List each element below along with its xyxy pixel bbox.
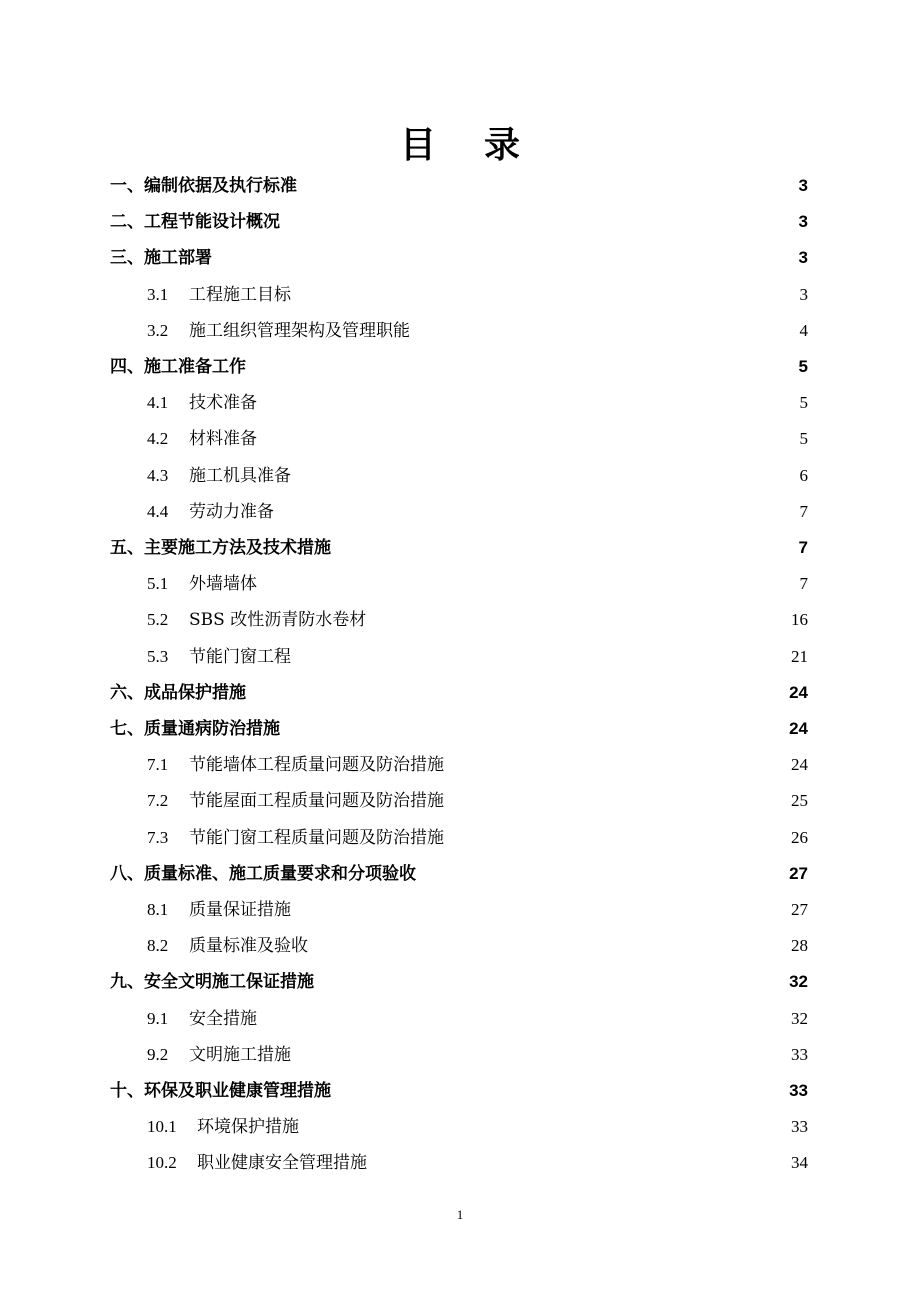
toc-entry-label: 质量标准及验收: [189, 936, 308, 957]
toc-subsection-entry[interactable]: [0, 1001, 920, 1037]
toc-subsection-entry[interactable]: [0, 313, 920, 349]
toc-entry-label: 质量保证措施: [189, 900, 291, 920]
toc-entry-label: 节能屋面工程质量问题及防治措施: [189, 791, 444, 812]
toc-entry-number: 7.2: [147, 791, 169, 811]
toc-entry-label: SBS 改性沥青防水卷材: [189, 610, 367, 631]
toc-entry-label: 节能门窗工程质量问题及防治措施: [189, 827, 444, 848]
toc-entry-number: 8.1: [147, 900, 169, 919]
toc-entry-number: 5.3: [147, 646, 169, 666]
toc-entry-number: 9.1: [147, 1008, 169, 1028]
toc-entry-label: 四、施工准备工作: [110, 357, 246, 377]
toc-subsection-entry[interactable]: [0, 494, 920, 530]
toc-entry-page: 33: [791, 1044, 808, 1064]
toc-entry-label: 技术准备: [189, 393, 257, 414]
toc-entry-number: 10.2: [147, 1153, 177, 1173]
toc-entry-page: 6: [799, 465, 808, 485]
toc-entry-label: 外墙墙体: [189, 574, 257, 595]
toc-entry-label: 二、工程节能设计概况: [110, 212, 280, 233]
toc-entry-number: 4.4: [147, 501, 169, 521]
toc-entry-page: 25: [791, 791, 808, 811]
toc-subsection-entry[interactable]: [0, 1145, 920, 1181]
toc-entry-number: 10.1: [147, 1117, 177, 1137]
toc-subsection-entry[interactable]: [0, 1109, 920, 1145]
toc-entry-label: 材料准备: [189, 429, 257, 450]
toc-entry-page: 32: [789, 972, 808, 992]
toc-subsection-entry[interactable]: [0, 1037, 920, 1073]
toc-entry-number: 3.1: [147, 284, 169, 304]
toc-entry-page: 32: [791, 1008, 808, 1028]
toc-entry-page: 24: [789, 682, 808, 702]
toc-entry-label: 一、编制依据及执行标准: [110, 176, 297, 196]
toc-entry-page: 3: [799, 284, 808, 304]
toc-entry-label: 劳动力准备: [189, 501, 274, 522]
toc-entry-number: 5.2: [147, 610, 169, 630]
toc-entry-label: 九、安全文明施工保证措施: [110, 972, 314, 993]
toc-entry-page: 5: [798, 357, 808, 376]
toc-subsection-entry[interactable]: [0, 892, 920, 928]
toc-entry-label: 节能墙体工程质量问题及防治措施: [189, 755, 444, 776]
toc-section-entry[interactable]: [0, 530, 920, 566]
toc-entry-label: 职业健康安全管理措施: [197, 1153, 367, 1174]
toc-entry-label: 环境保护措施: [197, 1117, 299, 1138]
toc-subsection-entry[interactable]: [0, 747, 920, 783]
toc-entry-page: 34: [791, 1153, 808, 1173]
toc-section-entry[interactable]: [0, 204, 920, 240]
toc-entry-number: 5.1: [147, 574, 169, 594]
toc-entry-page: 33: [789, 1081, 808, 1100]
toc-entry-label: 三、施工部署: [110, 248, 212, 269]
toc-entry-page: 3: [798, 176, 808, 195]
toc-entry-label: 文明施工措施: [189, 1044, 291, 1065]
toc-entry-page: 21: [791, 646, 808, 666]
toc-entry-page: 7: [799, 501, 808, 521]
toc-subsection-entry[interactable]: [0, 820, 920, 856]
toc-entry-number: 4.2: [147, 429, 169, 449]
toc-entry-number: 8.2: [147, 936, 169, 956]
toc-entry-page: 7: [798, 538, 808, 557]
page-title: [0, 118, 920, 174]
toc-section-entry[interactable]: [0, 964, 920, 1000]
toc-entry-label: 七、质量通病防治措施: [110, 719, 280, 739]
toc-subsection-entry[interactable]: [0, 421, 920, 457]
toc-subsection-entry[interactable]: [0, 385, 920, 421]
toc-subsection-entry[interactable]: [0, 783, 920, 819]
page-number: 1: [456, 1207, 464, 1222]
toc-entry-label: 施工机具准备: [189, 465, 291, 486]
toc-entry-page: 16: [791, 610, 808, 630]
toc-entry-page: 5: [799, 429, 808, 449]
toc-entry-page: 3: [798, 248, 808, 268]
toc-entry-label: 施工组织管理架构及管理职能: [189, 320, 410, 341]
toc-subsection-entry[interactable]: [0, 458, 920, 494]
toc-entry-page: 27: [789, 863, 808, 883]
toc-entry-label: 五、主要施工方法及技术措施: [110, 538, 331, 558]
toc-entry-page: 28: [791, 936, 808, 956]
toc-entry-label: 八、质量标准、施工质量要求和分项验收: [110, 863, 416, 884]
toc-entry-label: 工程施工目标: [189, 284, 291, 305]
toc-subsection-entry[interactable]: [0, 928, 920, 964]
toc-section-entry[interactable]: [0, 711, 920, 747]
toc-section-entry[interactable]: [0, 168, 920, 204]
toc-entry-page: 4: [799, 320, 808, 340]
toc-entry-page: 24: [791, 755, 808, 775]
toc-entry-label: 节能门窗工程: [189, 646, 291, 667]
toc-subsection-entry[interactable]: [0, 277, 920, 313]
toc-section-entry[interactable]: [0, 1073, 920, 1109]
toc-entry-label: 六、成品保护措施: [110, 682, 246, 703]
toc-entry-page: 3: [798, 212, 808, 232]
toc-subsection-entry[interactable]: [0, 639, 920, 675]
toc-subsection-entry[interactable]: [0, 566, 920, 602]
toc-entry-number: 4.1: [147, 393, 169, 413]
toc-entry-page: 33: [791, 1117, 808, 1137]
toc-entry-page: 5: [799, 393, 808, 413]
toc-entry-label: 十、环保及职业健康管理措施: [110, 1081, 331, 1101]
toc-entry-page: 24: [789, 719, 808, 738]
toc-entry-number: 9.2: [147, 1044, 169, 1064]
toc-section-entry[interactable]: [0, 240, 920, 276]
toc-section-entry[interactable]: [0, 856, 920, 892]
toc-entry-page: 27: [791, 900, 808, 919]
toc-entry-label: 安全措施: [189, 1008, 257, 1029]
toc-entry-page: 26: [791, 827, 808, 847]
toc-entry-number: 4.3: [147, 465, 169, 485]
toc-subsection-entry[interactable]: [0, 602, 920, 638]
toc-entry-number: 3.2: [147, 320, 169, 340]
toc-entry-page: 7: [799, 574, 808, 594]
toc-entry-number: 7.1: [147, 755, 169, 775]
toc-section-entry[interactable]: [0, 675, 920, 711]
title-char-1: 目: [399, 125, 436, 166]
toc-section-entry[interactable]: [0, 349, 920, 385]
toc-entry-number: 7.3: [147, 827, 169, 847]
title-char-2: 录: [484, 125, 521, 166]
